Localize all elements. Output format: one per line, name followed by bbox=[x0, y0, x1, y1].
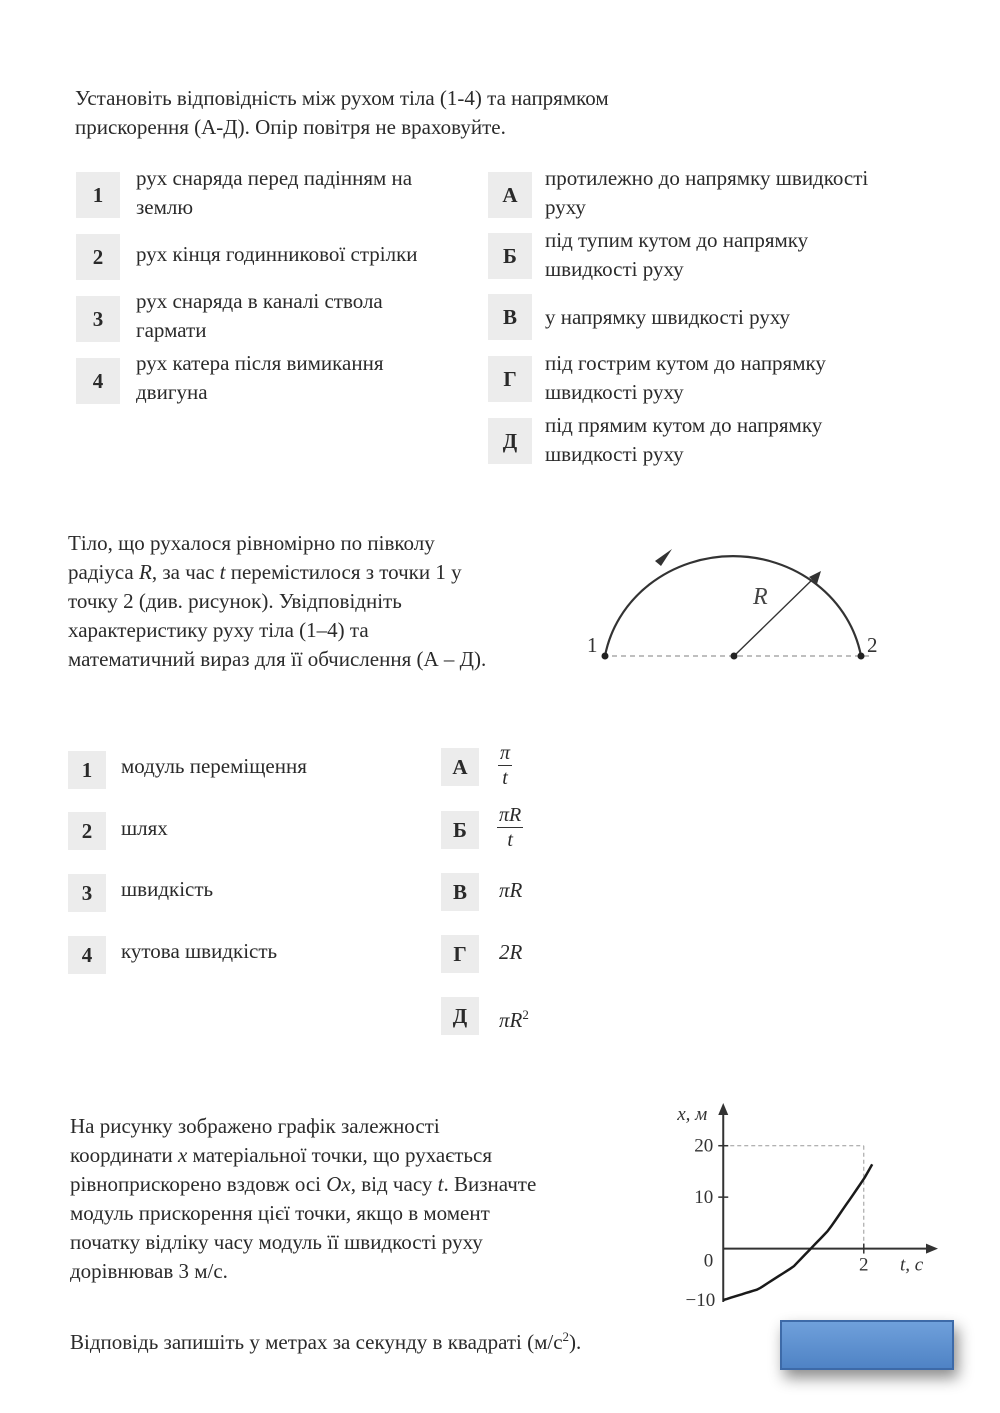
q2-badge-d: Д bbox=[441, 997, 479, 1035]
q3-text-t: t bbox=[437, 1172, 444, 1196]
q1-prompt-line: Установіть відповідність між рухом тіла (1-4) та напрямком bbox=[75, 86, 609, 110]
point-1-label: 1 bbox=[587, 633, 598, 657]
q3-text: координати bbox=[70, 1143, 178, 1167]
q1-badge-a: А bbox=[488, 172, 532, 218]
y-tick-label: 10 bbox=[694, 1187, 714, 1209]
q2-text-r: R bbox=[139, 560, 152, 584]
q3-prompt-line: дорівнював 3 м/с. bbox=[70, 1259, 228, 1283]
q1-badge-d: Д bbox=[488, 418, 532, 464]
q2-badge-2: 2 bbox=[68, 812, 106, 850]
fraction-denominator: t bbox=[507, 829, 513, 851]
fraction-numerator: πR bbox=[499, 804, 522, 826]
q2-prompt-line: Тіло, що рухалося рівномірно по півколу bbox=[68, 531, 435, 555]
q2-badge-1: 1 bbox=[68, 751, 106, 789]
q2-badge-b: Б bbox=[441, 811, 479, 849]
y-tick-label: −10 bbox=[685, 1290, 716, 1311]
q2-option-3: швидкість bbox=[121, 877, 214, 901]
q1-option-line: рух снаряда в каналі ствола bbox=[136, 289, 383, 313]
q2-text: радіуса bbox=[68, 560, 139, 584]
x-axis-arrow-icon bbox=[926, 1244, 938, 1254]
q2-text-t: t bbox=[219, 560, 226, 584]
q1-badge-1: 1 bbox=[76, 172, 120, 218]
point-2-dot bbox=[858, 653, 865, 660]
x-axis-label: t, c bbox=[900, 1254, 924, 1276]
q2-prompt bbox=[68, 529, 486, 674]
q1-badge-3: 3 bbox=[76, 296, 120, 342]
q2-expr-b bbox=[497, 804, 523, 851]
q2-prompt-line: математичний вираз для її обчислення (А – Д). bbox=[68, 647, 487, 671]
q3-text-x: x bbox=[177, 1143, 188, 1167]
q3-text: , від часу bbox=[350, 1172, 438, 1196]
q1-answer-line: швидкості руху bbox=[545, 380, 684, 404]
q1-answer-line: під тупим кутом до напрямку bbox=[545, 228, 809, 252]
unit-exponent: 2 bbox=[562, 1329, 570, 1344]
y-tick-label: 20 bbox=[694, 1135, 714, 1157]
q2-expr-g: 2R bbox=[499, 940, 523, 964]
series-line-xt bbox=[723, 1164, 872, 1300]
q1-answer-line: руху bbox=[545, 195, 586, 219]
semicircle-figure bbox=[575, 525, 895, 675]
q1-option-line: рух катера після вимикання bbox=[136, 351, 384, 375]
q1-answer-line: протилежно до напрямку швидкості bbox=[545, 166, 869, 190]
q3-prompt-line: модуль прискорення цієї точки, якщо в момент bbox=[70, 1201, 490, 1225]
q1-answer-line: швидкості руху bbox=[545, 257, 684, 281]
point-2-label: 2 bbox=[867, 633, 878, 657]
q2-option-4: кутова швидкість bbox=[121, 939, 278, 963]
q1-answer-d bbox=[545, 411, 822, 469]
center-dot bbox=[731, 653, 738, 660]
q3-text: ). bbox=[569, 1330, 582, 1354]
q3-prompt-line: На рисунку зображено графік залежності bbox=[70, 1114, 440, 1138]
q1-answer-a bbox=[545, 164, 868, 222]
q2-text: , за час bbox=[151, 560, 220, 584]
q1-badge-4: 4 bbox=[76, 358, 120, 404]
q1-prompt-line: прискорення (А-Д). Опір повітря не враховуйте. bbox=[75, 115, 506, 139]
q1-option-line: двигуна bbox=[136, 380, 208, 404]
answer-input-box[interactable] bbox=[780, 1320, 954, 1370]
x-tick-label: 2 bbox=[859, 1254, 869, 1276]
q1-badge-v: В bbox=[488, 294, 532, 340]
q3-text: рівноприскорено вздовж осі bbox=[70, 1172, 327, 1196]
semicircle-arc bbox=[605, 556, 861, 656]
q2-expr-v: πR bbox=[499, 878, 523, 902]
q1-answer-line: швидкості руху bbox=[545, 442, 684, 466]
q1-answer-line: під прямим кутом до напрямку bbox=[545, 413, 823, 437]
y-tick-label: 0 bbox=[703, 1250, 714, 1272]
q2-badge-g: Г bbox=[441, 935, 479, 973]
y-axis-label: x, м bbox=[677, 1104, 708, 1125]
q2-badge-4: 4 bbox=[68, 936, 106, 974]
q3-prompt-line bbox=[70, 1141, 536, 1170]
q1-badge-g: Г bbox=[488, 356, 532, 402]
q2-option-1: модуль переміщення bbox=[121, 754, 307, 778]
q2-badge-3: 3 bbox=[68, 874, 106, 912]
q2-badge-v: В bbox=[441, 873, 479, 911]
q3-prompt-line: початку відліку часу модуль її швидкості руху bbox=[70, 1230, 483, 1254]
q2-expr-a bbox=[498, 742, 512, 789]
q1-badge-2: 2 bbox=[76, 234, 120, 280]
q1-prompt bbox=[75, 84, 609, 142]
q1-option-4 bbox=[136, 349, 384, 407]
q1-option-line: землю bbox=[136, 195, 194, 219]
q3-text: . Визначте bbox=[443, 1172, 537, 1196]
q3-prompt-line bbox=[70, 1170, 536, 1199]
y-axis-arrow-icon bbox=[718, 1103, 728, 1115]
expr-exponent: 2 bbox=[522, 1007, 529, 1022]
xt-chart bbox=[640, 1100, 940, 1315]
q1-option-1 bbox=[136, 164, 412, 222]
q1-answer-b bbox=[545, 226, 808, 284]
q3-text-ox: Ox bbox=[326, 1172, 351, 1196]
q1-option-line: рух снаряда перед падінням на bbox=[136, 166, 413, 190]
q2-prompt-line: характеристику руху тіла (1–4) та bbox=[68, 618, 369, 642]
q3-answer-instruction bbox=[70, 1322, 581, 1357]
motion-arrow-icon bbox=[655, 549, 672, 566]
q1-option-2 bbox=[136, 240, 418, 269]
q1-badge-b: Б bbox=[488, 233, 532, 279]
fraction-numerator: π bbox=[500, 742, 511, 764]
q1-option-line: рух кінця годинникової стрілки bbox=[136, 242, 418, 266]
q2-prompt-line bbox=[68, 558, 486, 587]
q1-option-line: гармати bbox=[136, 318, 207, 342]
q1-answer-v bbox=[545, 303, 790, 332]
q1-answer-g bbox=[545, 349, 826, 407]
q2-option-2: шлях bbox=[121, 816, 168, 840]
fraction-denominator: t bbox=[502, 767, 508, 789]
radius-label: R bbox=[753, 584, 768, 610]
q2-expr-d bbox=[499, 1000, 529, 1035]
q2-text: перемістилося з точки 1 у bbox=[225, 560, 462, 584]
q2-prompt-line: точку 2 (див. рисунок). Увідповідніть bbox=[68, 589, 402, 613]
q3-text: Відповідь запишіть у метрах за секунду в квадраті (м/с bbox=[70, 1330, 563, 1354]
q1-option-3 bbox=[136, 287, 383, 345]
q3-prompt bbox=[70, 1112, 536, 1286]
q1-answer-line: під гострим кутом до напрямку bbox=[545, 351, 826, 375]
q3-text: матеріальної точки, що рухається bbox=[187, 1143, 492, 1167]
q2-badge-a: А bbox=[441, 748, 479, 786]
expr-base: πR bbox=[499, 1008, 523, 1032]
radius-line bbox=[734, 577, 815, 656]
q1-answer-line: у напрямку швидкості руху bbox=[545, 305, 791, 329]
point-1-dot bbox=[602, 653, 609, 660]
